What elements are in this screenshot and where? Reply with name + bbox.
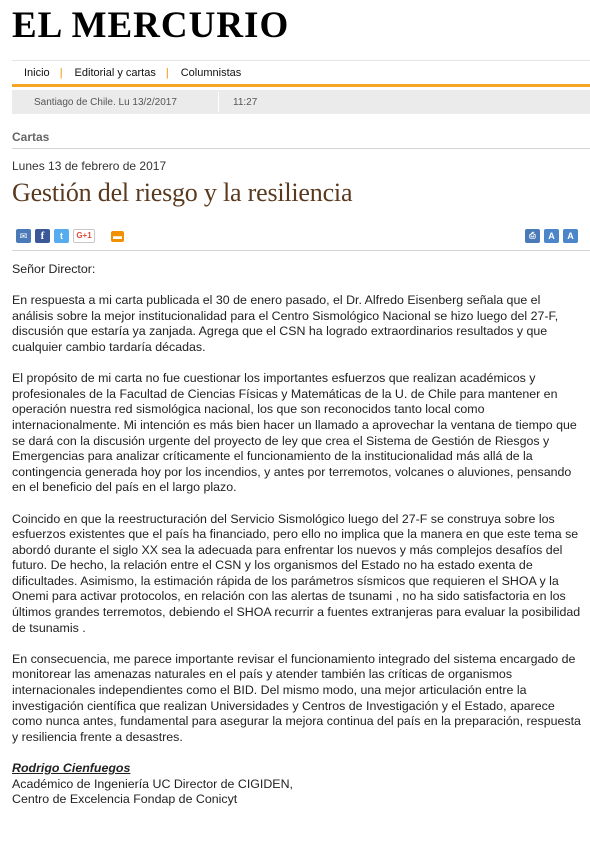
nav-inicio[interactable]: Inicio <box>24 66 50 79</box>
mail-icon[interactable]: ✉ <box>16 229 31 243</box>
font-increase-button[interactable]: A <box>563 229 578 243</box>
article-date: Lunes 13 de febrero de 2017 <box>12 159 167 173</box>
twitter-icon[interactable]: t <box>54 229 69 243</box>
paragraph-3: Coincido en que la reestructuración del Servicio Sismológico luego del 27-F se construya sobre los esfuerzos existentes que el país ha financiado, pero ello no implica que la manera en que este tema se abordó durante el siglo XX sea la adecuada para enfrentar los nuevos y más complejos desafíos del futuro. De hecho, la relación entre el CSN y los organismos del Estado no ha estado exenta de dificultades. Asimismo, la estimación rápida de los parámetros sísmicos que requieren el SHOA y la Onemi para activar protocolos, en relación con las alertas de tsunami , no ha sido satisfactoria en los últimos grandes terremotos, debiendo el SHOA recurrir a fuentes extranjeras para evaluar la posibilidad de tsunamis . <box>12 511 581 635</box>
comment-icon[interactable]: ▬ <box>113 231 122 241</box>
paragraph-4: En consecuencia, me parece importante revisar el funcionamiento integrado del sistema encargado de monitorear las amenazas naturales en el país y atender también las críticas de organismos internacionales independientes como el BID. Del mismo modo, una mejor articulación entre la investigación científica que realizan Universidades y Centros de Investigación y el Estado, aparece como nunca antes, fundamental para asegurar la mejora continua del país en la preparación, respuesta y resiliencia frente a desastres. <box>12 651 581 744</box>
signature-block <box>12 761 584 808</box>
google-plus-icon[interactable]: G+1 <box>73 229 95 243</box>
nav-separator: | <box>59 66 63 79</box>
article-body <box>12 262 584 808</box>
nav-columnistas[interactable]: Columnistas <box>180 66 242 79</box>
author-name: Rodrigo Cienfuegos <box>12 761 131 775</box>
paragraph-1: En respuesta a mi carta publicada el 30 de enero pasado, el Dr. Alfredo Eisenberg señala que el análisis sobre la mejor institucionalidad para el Centro Sismológico Nacional se hizo luego del 27-F, discusión que estaría ya zanjada. Agrega que el CSN ha logrado extraordinarios resultados y que cualquier cambio tardaría décadas. <box>12 293 559 354</box>
salutation: Señor Director: <box>12 262 96 276</box>
location-date: Santiago de Chile. Lu 13/2/2017 <box>34 96 177 108</box>
section-divider <box>12 148 590 149</box>
date-bar <box>12 90 590 114</box>
author-affiliation-2: Centro de Excelencia Fondap de Conicyt <box>12 792 238 807</box>
article-headline: Gestión del riesgo y la resiliencia <box>12 178 353 207</box>
masthead-logo[interactable]: EL MERCURIO <box>12 5 290 46</box>
nav-editorial-cartas[interactable]: Editorial y cartas <box>74 66 156 79</box>
facebook-icon[interactable]: f <box>35 229 50 243</box>
font-decrease-button[interactable]: A <box>544 229 559 243</box>
share-toolbar <box>16 229 124 243</box>
article-tools <box>525 229 578 243</box>
print-icon[interactable]: ⎙ <box>525 229 540 243</box>
paragraph-2: El propósito de mi carta no fue cuestionar los importantes esfuerzos que realizan académicos y profesionales de la Facultad de Ciencias Físicas y Matemáticas de la U. de Chile para mantener en operación nuestra red sismológica nacional, los que son reconocidos tanto local como internacionalmente. Mi intención es más bien hacer un llamado a aprovechar la ventana de tiempo que se dará con la discusión urgente del proyecto de ley que crea el Sistema de Gestión de Riesgos y Emergencias para analizar críticamente el funcionamiento de la institucionalidad más allá de la contingencia generada hoy por los incendios, y antes por terremotos, volcanes o aluviones, pensando en el beneficio del país en el largo plazo. <box>12 371 577 495</box>
main-nav <box>12 60 590 87</box>
nav-separator: | <box>165 66 169 79</box>
toolbar-divider <box>12 250 590 251</box>
current-time: 11:27 <box>233 96 258 108</box>
author-affiliation-1: Académico de Ingeniería UC Director de CIGIDEN, <box>12 776 293 791</box>
section-label[interactable]: Cartas <box>12 130 50 144</box>
